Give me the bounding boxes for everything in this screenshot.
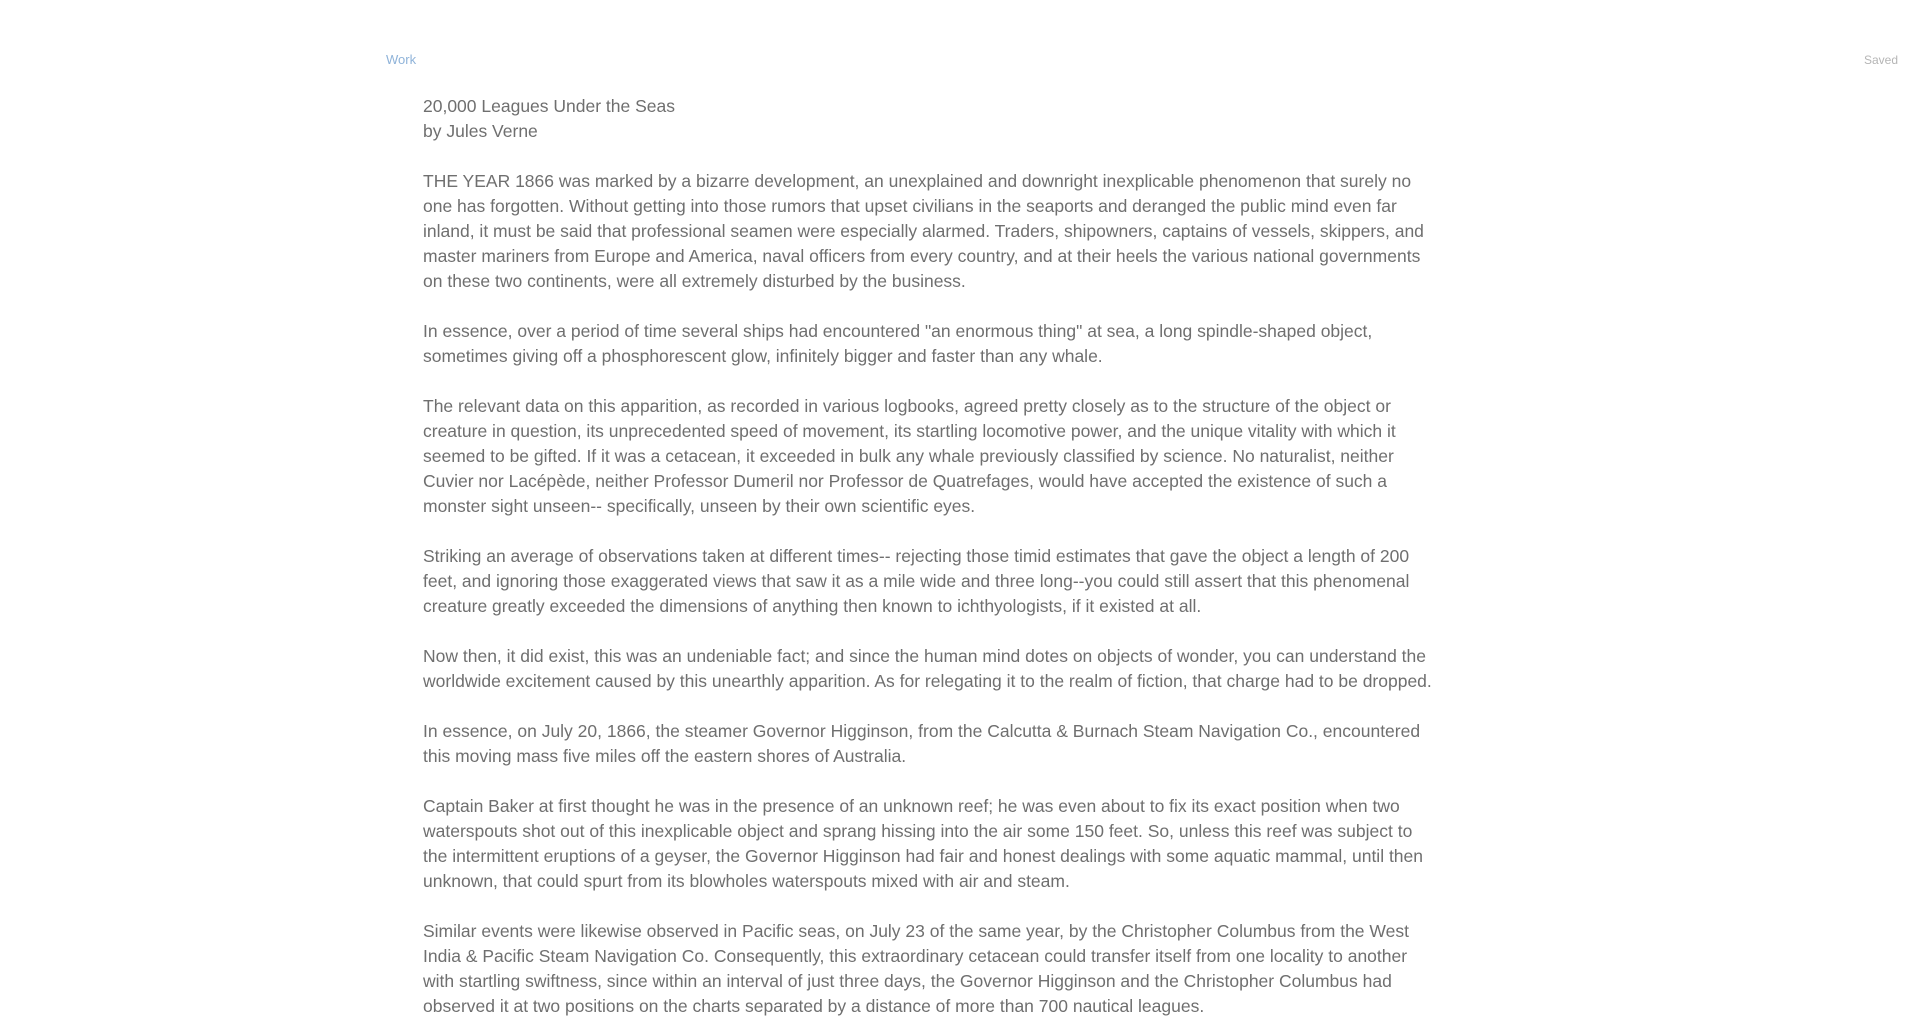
paragraph: The relevant data on this apparition, as recorded in various logbooks, agreed pretty closely as to the structure of the object or creature in question, its unprecedented speed of movement, its startling locomotive power, and the unique vitality with which it seemed to be gifted. If it was a cetacean, it exceeded in bulk any whale previously classified by science. No naturalist, neither Cuvier nor Lacépède, neither Professor Dumeril nor Professor de Quatrefages, would have accepted the existence of such a monster sight unseen-- specifically, unseen by their own scientific eyes. xyxy=(423,396,1396,516)
document-author: by Jules Verne xyxy=(423,121,538,141)
paragraph: Striking an average of observations taken at different times-- rejecting those timid estimates that gave the object a length of 200 feet, and ignoring those exaggerated views that saw it as a mile wide and three long--you could still assert that this phenomenal creature greatly exceeded the dimensions of anything then known to ichthyologists, if it existed at all. xyxy=(423,546,1410,616)
project-link[interactable]: Work xyxy=(386,52,417,67)
paragraph: Now then, it did exist, this was an undeniable fact; and since the human mind dotes on objects of wonder, you can understand the worldwide excitement caused by this unearthly apparition. As for relegating it to the realm of fiction, that charge had to be dropped. xyxy=(423,646,1432,691)
paragraph: Captain Baker at first thought he was in the presence of an unknown reef; he was even about to fix its exact position when two waterspouts shot out of this inexplicable object and sprang hissing into the air some 150 feet. So, unless this reef was subject to the intermittent eruptions of a geyser, the Governor Higginson had fair and honest dealings with some aquatic mammal, until then unknown, that could spurt from its blowholes waterspouts mixed with air and steam. xyxy=(423,796,1424,891)
document-title: 20,000 Leagues Under the Seas xyxy=(423,96,675,116)
paragraph: In essence, on July 20, 1866, the steamer Governor Higginson, from the Calcutta & Burnach Steam Navigation Co., encountered this moving mass five miles off the eastern shores of Australia. xyxy=(423,721,1421,766)
save-status: Saved xyxy=(1863,53,1898,67)
document-editor[interactable] xyxy=(423,94,1433,1019)
paragraph: THE YEAR 1866 was marked by a bizarre development, an unexplained and downright inexplicable phenomenon that surely no one has forgotten. Without getting into those rumors that upset civilians in the seaports and deranged the public mind even far inland, it must be said that professional seamen were especially alarmed. Traders, shipowners, captains of vessels, skippers, and master mariners from Europe and America, naval officers from every country, and at their heels the various national governments on these two continents, were all extremely disturbed by the business. xyxy=(423,171,1424,291)
paragraph: In essence, over a period of time several ships had encountered "an enormous thing" at sea, a long spindle-shaped object, sometimes giving off a phosphorescent glow, infinitely bigger and faster than any whale. xyxy=(423,321,1373,366)
paragraph: Similar events were likewise observed in Pacific seas, on July 23 of the same year, by the Christopher Columbus from the West India & Pacific Steam Navigation Co. Consequently, this extraordinary cetacean could transfer itself from one locality to another with startling swiftness, since within an interval of just three days, the Governor Higginson and the Christopher Columbus had observed it at two positions on the charts separated by a distance of more than 700 nautical leagues. xyxy=(423,921,1409,1016)
